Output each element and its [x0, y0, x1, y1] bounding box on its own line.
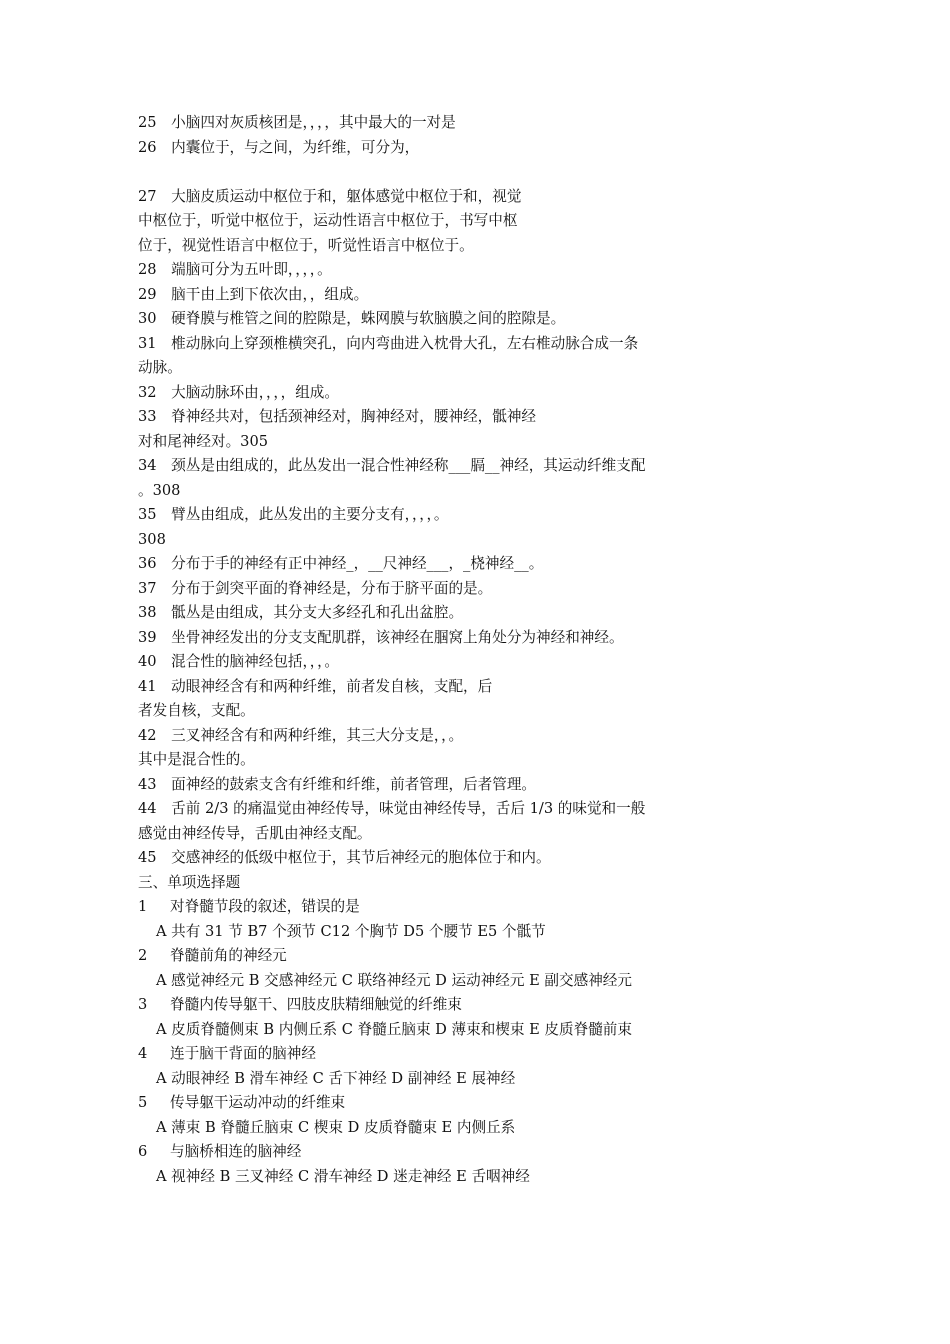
question-stem [138, 1042, 738, 1067]
question-number: 2 [138, 947, 148, 964]
fill-blank-line: 33 脊神经共对，包括颈神经对，胸神经对，腰神经，骶神经 [138, 408, 537, 425]
fill-blank-line: 26 内囊位于，与之间，为纤维，可分为， [138, 138, 420, 156]
multiple-choice-section [138, 895, 738, 1189]
question-number: 1 [138, 898, 148, 915]
question-options: A 感觉神经元 B 交感神经元 C 联络神经元 D 运动神经元 E 副交感神经元 [156, 971, 632, 989]
question-number: 3 [138, 996, 148, 1013]
question-stem [138, 993, 738, 1018]
question-stem [138, 1091, 738, 1116]
question-number: 6 [138, 1143, 148, 1160]
fill-blank-line: 其中是混合性的。 [138, 751, 255, 768]
question-number: 4 [138, 1045, 148, 1062]
fill-blank-line: 39 坐骨神经发出的分支支配肌群，该神经在腘窝上角处分为神经和神经。 [138, 628, 624, 646]
question-text: 脊髓内传导躯干、四肢皮肤精细触觉的纤维束 [170, 996, 462, 1013]
blank-spacer [138, 160, 738, 185]
fill-in-blank-section [138, 111, 738, 871]
question-stem [138, 944, 738, 969]
fill-blank-line: 35 臂丛由组成，此丛发出的主要分支有，，，，。 [138, 506, 449, 523]
question-text: 与脑桥相连的脑神经 [170, 1143, 302, 1160]
fill-blank-line: 。308 [138, 481, 181, 499]
fill-blank-line: 40 混合性的脑神经包括，，，。 [138, 653, 339, 670]
fill-blank-line: 31 椎动脉向上穿颈椎横突孔，向内弯曲进入枕骨大孔，左右椎动脉合成一条 [138, 334, 639, 352]
fill-blank-line: 动脉。 [138, 359, 182, 376]
document-content [138, 111, 738, 1189]
question-text: 传导躯干运动冲动的纤维束 [170, 1094, 346, 1111]
question-options: A 共有 31 节 B7 个颈节 C12 个胸节 D5 个腰节 E5 个骶节 [156, 922, 546, 940]
fill-blank-line: 29 脑干由上到下依次由，，组成。 [138, 285, 369, 303]
question-text: 对脊髓节段的叙述，错误的是 [170, 898, 360, 915]
question-options: A 动眼神经 B 滑车神经 C 舌下神经 D 副神经 E 展神经 [156, 1069, 516, 1087]
question-stem [138, 895, 738, 920]
fill-blank-line: 感觉由神经传导，舌肌由神经支配。 [138, 824, 372, 842]
question-options: A 皮质脊髓侧束 B 内侧丘系 C 脊髓丘脑束 D 薄束和楔束 E 皮质脊髓前束 [156, 1020, 632, 1038]
fill-blank-line: 44 舌前 2/3 的痛温觉由神经传导，味觉由神经传导，舌后 1/3 的味觉和一般 [138, 800, 646, 817]
fill-blank-line: 28 端脑可分为五叶即，，，，。 [138, 261, 332, 278]
fill-blank-line: 25 小脑四对灰质核团是，，，，其中最大的一对是 [138, 114, 456, 131]
fill-blank-line: 27 大脑皮质运动中枢位于和，躯体感觉中枢位于和，视觉 [138, 187, 522, 205]
fill-blank-line: 34 颈丛是由组成的，此丛发出一混合性神经称___膈__神经，其运动纤维支配 [138, 457, 646, 474]
question-stem [138, 1140, 738, 1165]
fill-blank-line: 位于，视觉性语言中枢位于，听觉性语言中枢位于。 [138, 236, 474, 254]
fill-blank-line: 者发自核，支配。 [138, 702, 255, 719]
fill-blank-line: 36 分布于手的神经有正中神经_，__尺神经___，_桡神经__。 [138, 555, 544, 572]
fill-blank-line: 43 面神经的鼓索支含有纤维和纤维，前者管理，后者管理。 [138, 775, 537, 793]
fill-blank-line: 中枢位于，听觉中枢位于，运动性语言中枢位于，书写中枢 [138, 212, 518, 229]
question-options: A 视神经 B 三叉神经 C 滑车神经 D 迷走神经 E 舌咽神经 [156, 1167, 530, 1185]
fill-blank-line: 45 交感神经的低级中枢位于，其节后神经元的胞体位于和内。 [138, 849, 551, 866]
question-text: 脊髓前角的神经元 [170, 947, 287, 964]
fill-blank-line: 32 大脑动脉环由，，，，组成。 [138, 383, 339, 401]
fill-blank-line: 41 动眼神经含有和两种纤维，前者发自核，支配，后 [138, 677, 493, 695]
fill-blank-line: 38 骶丛是由组成，其分支大多经孔和孔出盆腔。 [138, 604, 464, 621]
question-options: A 薄束 B 脊髓丘脑束 C 楔束 D 皮质脊髓束 E 内侧丘系 [156, 1118, 516, 1136]
question-number: 5 [138, 1094, 148, 1111]
fill-blank-line: 308 [138, 530, 166, 548]
fill-blank-line: 42 三叉神经含有和两种纤维，其三大分支是，，。 [138, 726, 464, 744]
section-title: 三、单项选择题 [138, 873, 241, 891]
fill-blank-line: 对和尾神经对。305 [138, 432, 269, 450]
fill-blank-line: 37 分布于剑突平面的脊神经是，分布于脐平面的是。 [138, 579, 493, 597]
question-text: 连于脑干背面的脑神经 [170, 1045, 316, 1062]
fill-blank-line: 30 硬脊膜与椎管之间的腔隙是，蛛网膜与软脑膜之间的腔隙是。 [138, 310, 566, 327]
